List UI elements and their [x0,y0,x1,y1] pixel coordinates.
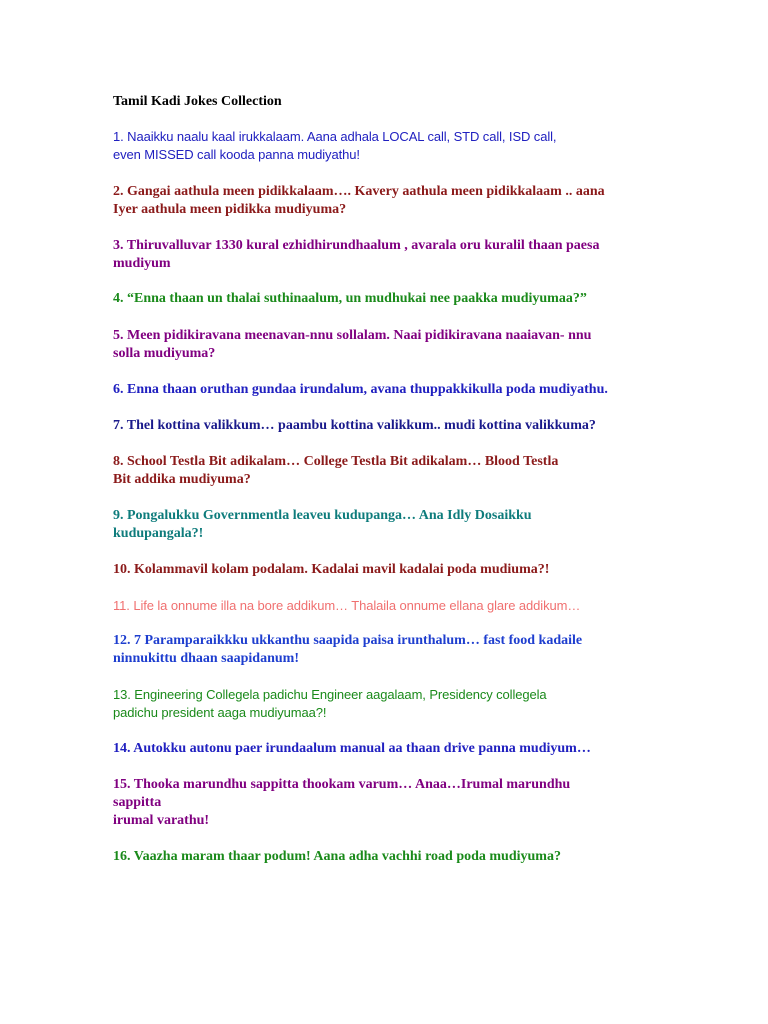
joke-15 [113,776,570,830]
joke-line: 10. Kolammavil kolam podalam. Kadalai mavil kadalai poda mudiuma?! [113,562,550,577]
joke-16 [113,848,561,866]
joke-line: 15. Thooka marundhu sappitta thookam varum… Anaa…Irumal marundhu [113,777,571,792]
page-title: Tamil Kadi Jokes Collection [113,94,282,109]
joke-12 [113,632,582,668]
joke-10 [113,561,549,579]
joke-line: mudiyum [113,256,171,271]
joke-line: 2. Gangai aathula meen pidikkalaam…. Kavery aathula meen pidikkalaam .. aana [113,184,605,199]
joke-line: 5. Meen pidikiravana meenavan-nnu sollalam. Naai pidikiravana naaiavan- nnu [113,328,592,343]
joke-line: 14. Autokku autonu paer irundaalum manual aa thaan drive panna mudiyum… [113,741,591,756]
joke-8 [113,453,558,489]
joke-line: ninnukittu dhaan saapidanum! [113,651,299,666]
joke-line: Iyer aathula meen pidikka mudiyuma? [113,202,347,217]
joke-13 [113,686,547,722]
joke-9 [113,507,532,543]
joke-line: 6. Enna thaan oruthan gundaa irundalum, avana thuppakkikulla poda mudiyathu. [113,382,608,397]
joke-2 [113,183,605,219]
joke-line: 16. Vaazha maram thaar podum! Aana adha vachhi road poda mudiyuma? [113,849,561,864]
joke-5 [113,327,591,363]
joke-6 [113,381,608,399]
joke-line: 13. Engineering Collegela padichu Engineer aagalaam, Presidency collegela [113,687,547,702]
joke-7 [113,417,596,435]
joke-line: even MISSED call kooda panna mudiyathu! [113,147,360,162]
joke-14 [113,740,591,758]
joke-line: padichu president aaga mudiyumaa?! [113,705,327,720]
joke-line: 8. School Testla Bit adikalam… College Testla Bit adikalam… Blood Testla [113,454,559,469]
joke-line: sappitta [113,795,162,810]
joke-line: solla mudiyuma? [113,346,216,361]
joke-1 [113,128,556,164]
joke-line: 12. 7 Paramparaikkku ukkanthu saapida paisa irunthalum… fast food kadaile [113,633,583,648]
joke-line: 11. Life la onnume illa na bore addikum… Thalaila onnume ellana glare addikum… [113,598,581,613]
joke-4 [113,290,587,308]
joke-line: irumal varathu! [113,813,210,828]
joke-line: 4. “Enna thaan un thalai suthinaalum, un mudhukai nee paakka mudiyumaa?” [113,291,587,306]
joke-line: Bit addika mudiyuma? [113,472,251,487]
joke-line: 3. Thiruvalluvar 1330 kural ezhidhirundhaalum , avarala oru kuralil thaan paesa [113,238,600,253]
joke-11 [113,597,580,615]
joke-3 [113,237,599,273]
joke-line: kudupangala?! [113,526,204,541]
joke-line: 7. Thel kottina valikkum… paambu kottina valikkum.. mudi kottina valikkuma? [113,418,596,433]
joke-line: 9. Pongalukku Governmentla leaveu kudupanga… Ana Idly Dosaikku [113,508,532,523]
joke-line: 1. Naaikku naalu kaal irukkalaam. Aana adhala LOCAL call, STD call, ISD call, [113,129,557,144]
